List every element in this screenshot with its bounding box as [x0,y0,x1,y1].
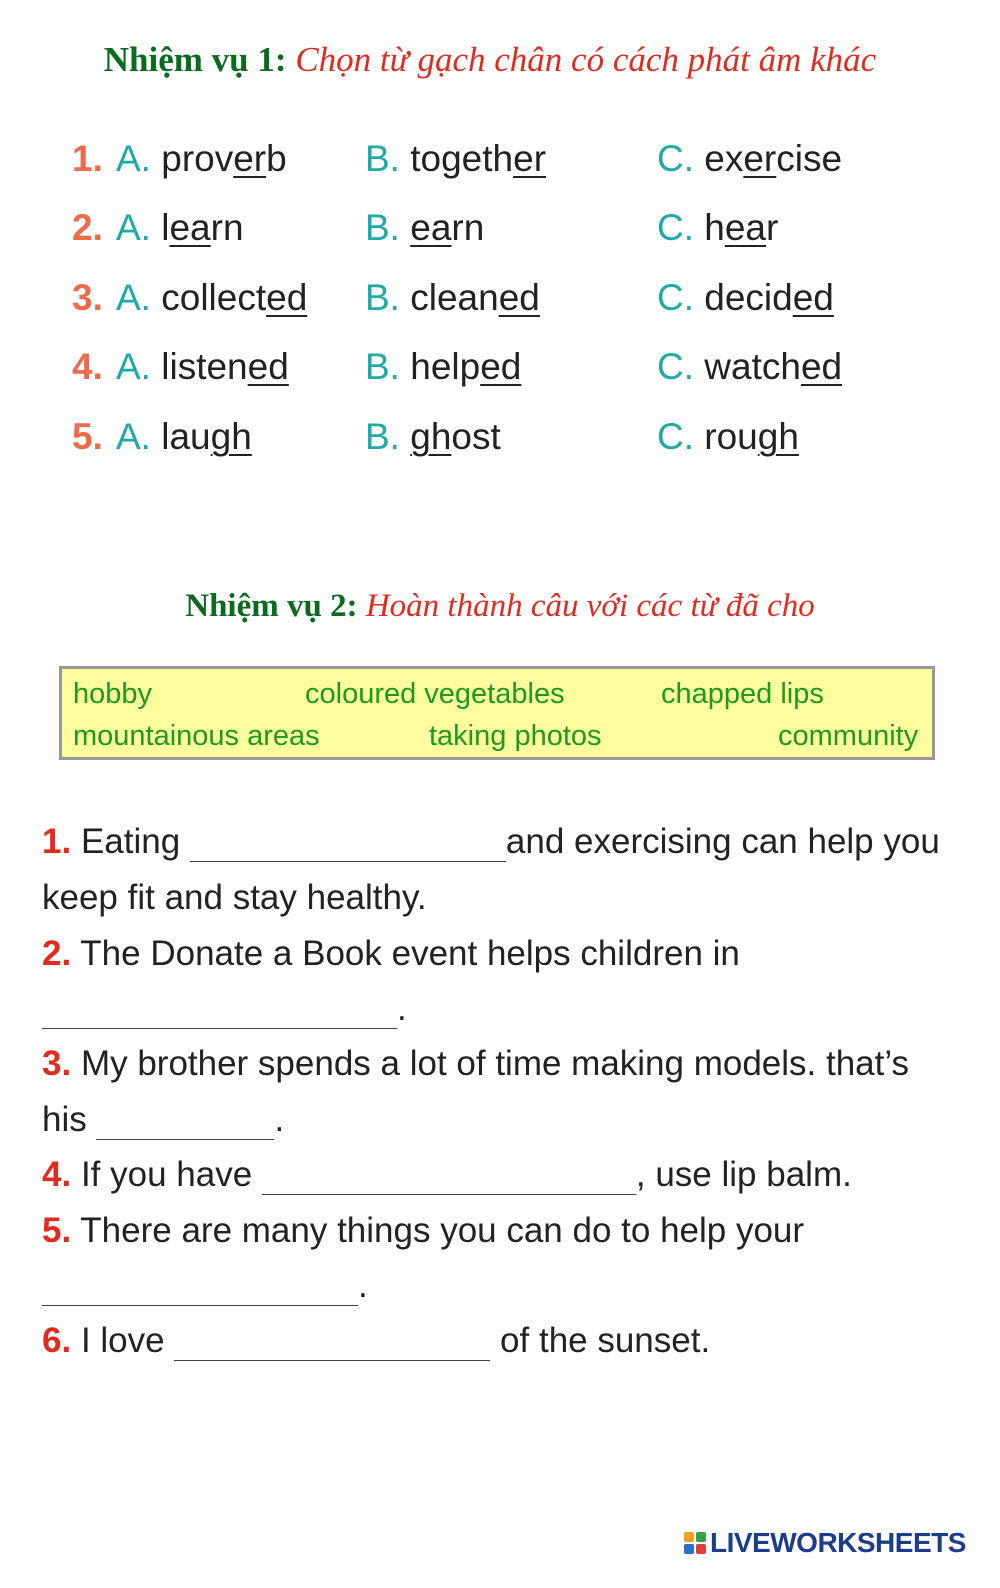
sentence-3-line2: his . [42,1100,285,1139]
brand-text: LIVEWORKSHEETS [710,1527,966,1558]
answer-blank[interactable] [42,1271,358,1306]
option-b[interactable]: B. cleaned [365,277,540,318]
task1-question-4 [0,346,1000,396]
answer-blank[interactable] [262,1160,636,1195]
word-bank-item: hobby [73,678,153,710]
word-bank-item: taking photos [429,720,602,752]
sentence-1: 1. Eating and exercising can help you [42,822,940,861]
option-a[interactable]: A. proverb [116,138,287,179]
question-number: 2. [72,207,103,248]
option-a[interactable]: A. laugh [116,416,252,457]
answer-blank[interactable] [174,1326,490,1361]
sentence-2: 2. The Donate a Book event helps children in [42,934,740,973]
word-bank-item: mountainous areas [73,720,320,752]
sentence-3: 3. My brother spends a lot of time making models. that’s [42,1044,910,1083]
question-number: 3. [72,277,103,318]
sentence-1-line2: keep fit and stay healthy. [42,878,427,917]
task1-question-3 [0,277,1000,327]
task1-question-2 [0,207,1000,257]
task1-question-1 [0,138,1000,188]
option-c[interactable]: C. hear [657,207,779,248]
question-number: 4. [72,346,103,387]
option-c[interactable]: C. watched [657,346,843,387]
option-b[interactable]: B. helped [365,346,522,387]
option-c[interactable]: C. exercise [657,138,843,179]
task1-question-5 [0,416,1000,466]
option-c[interactable]: C. rough [657,416,799,457]
sentence-5: 5. There are many things you can do to help your [42,1211,805,1250]
sentence-6: 6. I love of the sunset. [42,1321,711,1360]
option-c[interactable]: C. decided [657,277,834,318]
word-bank-item: coloured vegetables [305,678,565,710]
task1-title [0,40,990,80]
answer-blank[interactable] [42,994,397,1029]
task2-instruction: Hoàn thành câu với các từ đã cho [365,588,815,624]
option-b[interactable]: B. together [365,138,547,179]
option-a[interactable]: A. learn [116,207,244,248]
option-a[interactable]: A. listened [116,346,289,387]
sentence-2-line2: . [42,989,407,1029]
task2-title [0,588,1000,625]
task1-instruction: Chọn từ gạch chân có cách phát âm khác [295,40,877,79]
sentence-5-line2: . [42,1266,368,1306]
option-b[interactable]: B. ghost [365,416,501,457]
question-number: 1. [72,138,103,179]
answer-blank[interactable] [190,827,506,862]
answer-blank[interactable] [96,1105,274,1140]
word-bank [59,666,935,760]
word-bank-item: community [778,720,919,752]
word-bank-item: chapped lips [661,678,824,710]
option-b[interactable]: B. earn [365,207,485,248]
liveworksheets-brand [684,1526,966,1560]
task1-label: Nhiệm vụ 1: [103,40,287,79]
task2-label: Nhiệm vụ 2: [185,588,358,624]
question-number: 5. [72,416,103,457]
liveworksheets-logo-icon [684,1532,706,1554]
sentence-4: 4. If you have , use lip balm. [42,1155,852,1194]
option-a[interactable]: A. collected [116,277,308,318]
